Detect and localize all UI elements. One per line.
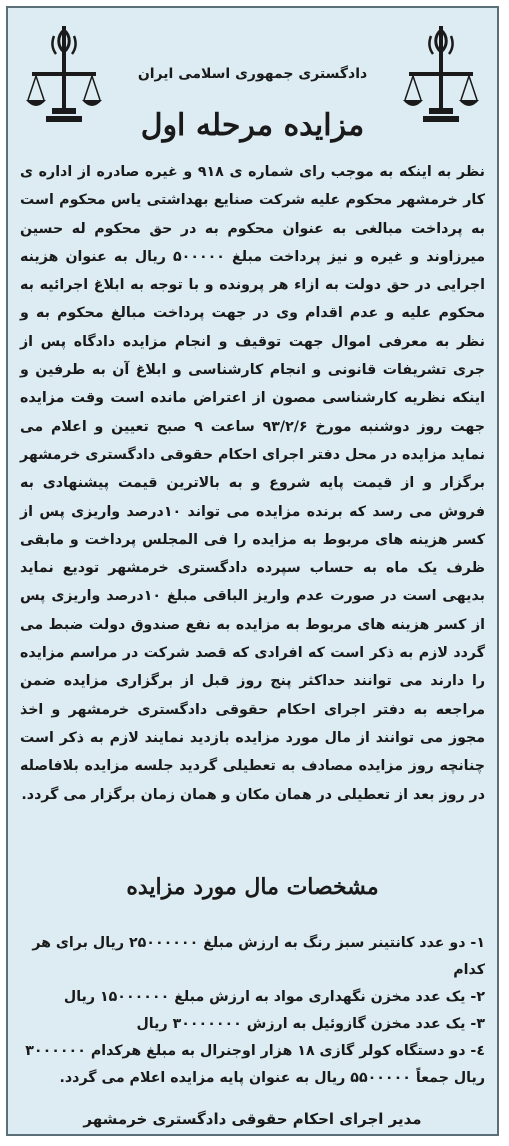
items-list [20,930,485,1092]
court-name: دادگستری جمهوری اسلامی ایران [137,66,368,82]
section-title: مشخصات مال مورد مزایده [126,874,379,900]
list-item: ۱- دو عدد کانتینر سبز رنگ به ارزش مبلغ ۲۵۰۰۰۰۰۰ ریال برای هر کدام [32,935,485,978]
list-item: ۲- یک عدد مخزن نگهداری مواد به ارزش مبلغ ۱۵۰۰۰۰۰۰ ریال [63,989,485,1005]
notice-body: نظر به اینکه به موجب رای شماره ی ۹۱۸ و غیره صادره از اداره ی کار خرمشهر محکوم علیه شرکت صنایع بهداشتی یاس محکوم است به پرداخت مبالغی به عنوان محکوم به در حق محکوم له حسین میرزاوند و غیره و نیز پرداخت مبلغ ۵۰۰۰۰۰ ریال به عنوان هزینه اجرایی در حق دولت به ازاء هر پرونده و با توجه به ابلاغ اجرائیه به محکوم علیه و عدم اقدام وی در جهت پرداخت مبالغ محکوم به و نظر به معرفی اموال جهت توقیف و انجام مزایده دادگاه پس از جری تشریفات قانونی و انجام کارشناسی و ابلاغ آن به طرفین و اینکه نظریه کارشناسی مصون از اعتراض مانده است وقت مزایده جهت روز دوشنبه مورخ ۹۳/۲/۶ ساعت ۹ صبح تعیین و اعلام می نماید مزایده در محل دفتر اجرای احکام حقوقی دادگستری خرمشهر برگزار و از قیمت پایه شروع و به بالاترین قیمت پیشنهادی به فروش می رسد که برنده مزایده می تواند ۱۰درصد واریزی پس از کسر هزینه های مربوط به مزایده را فی المجلس پرداخت و مابقی ظرف یک ماه به حساب سپرده دادگستری خرمشهر تودیع نماید بدیهی است در صورت عدم واریز الباقی مبلغ ۱۰درصد واریزی پس از کسر هزینه های مربوط به مزایده به نفع صندوق دولت ضبط می گردد لازم به ذکر است که افرادی که قصد شرکت در مراسم مزایده را دارند می توانند حداکثر پنج روز قبل از برگزاری مزایده ضمن مراجعه به دفتر اجرای احکام حقوقی دادگستری خرمشهر و اخذ مجوز می توانند از مال مورد مزایده بازدید نمایند لازم به ذکر است چنانچه روز مزایده مصادف به تعطیلی گردید جلسه مزایده بلافاصله در روز بعد از تعطیلی در همان مکان و همان زمان برگزار می گردد. [20,164,486,803]
notice-title: مزایده مرحله اول [140,108,365,143]
list-item: ٤- دو دستگاه کولر گازی ۱۸ هزار اوجنرال به مبلغ هرکدام ۳۰۰۰۰۰۰ ریال جمعاً ۵۵۰۰۰۰۰ ریال به عنوان پایه مزایده اعلام می گردد. [25,1043,485,1086]
list-item: ۳- یک عدد مخزن گازوئیل به ارزش ۳۰۰۰۰۰۰۰ ریال [136,1016,485,1032]
notice-page [6,6,499,1136]
signature: مدیر اجرای احکام حقوقی دادگستری خرمشهر [83,1110,422,1128]
